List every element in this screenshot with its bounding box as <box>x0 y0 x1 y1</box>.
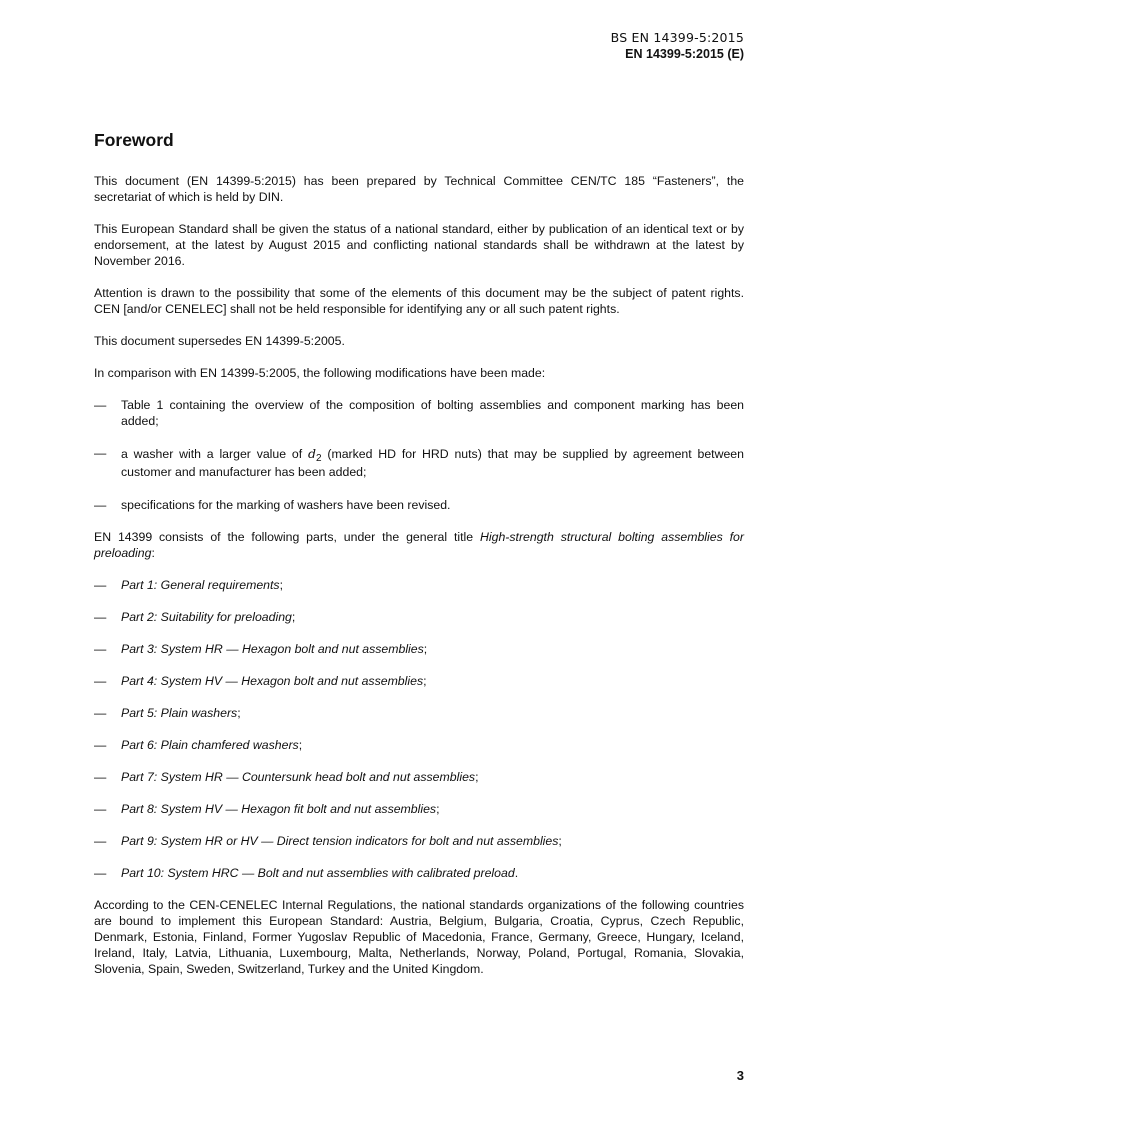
paragraph-patent-rights: Attention is drawn to the possibility that some of the elements of this document may be the subject of patent rights. CEN [and/or CENELEC] shall not be held responsible for identifying any or all such patent rights. <box>94 286 744 316</box>
en-reference: EN 14399-5:2015 (E) <box>625 47 744 61</box>
dash-bullet: — <box>94 498 107 512</box>
modification-item <box>94 497 744 513</box>
general-title: High-strength structural bolting assemblies for preloading <box>94 530 744 560</box>
document-header <box>611 30 744 62</box>
part-title: Part 5: Plain washers <box>121 706 238 720</box>
paragraph-parts-intro <box>94 529 744 561</box>
paragraph-supersedes: This document supersedes EN 14399-5:2005. <box>94 334 345 348</box>
d2-symbol <box>307 446 322 464</box>
part-item <box>94 577 744 593</box>
dash-bullet: — <box>94 802 107 816</box>
dash-bullet: — <box>94 642 107 656</box>
parts-intro-suffix: : <box>151 546 155 560</box>
paragraph-status: This European Standard shall be given the status of a national standard, either by publication of an identical text or by endorsement, at the latest by August 2015 and conflicting national standards shall be withdrawn at the latest by November 2016. <box>94 222 744 268</box>
document-page <box>94 0 744 1122</box>
part-title: Part 8: System HV — Hexagon fit bolt and nut assemblies <box>121 802 437 816</box>
part-item <box>94 865 744 881</box>
part-title: Part 6: Plain chamfered washers <box>121 738 299 752</box>
part-punctuation: . <box>514 866 519 880</box>
part-title: Part 1: General requirements <box>121 578 280 592</box>
dash-bullet: — <box>94 738 107 752</box>
modification-text <box>121 445 744 481</box>
section-heading: Foreword <box>94 130 174 150</box>
part-item <box>94 833 744 849</box>
dash-bullet: — <box>94 578 107 592</box>
part-title: Part 2: Suitability for preloading <box>121 610 292 624</box>
part-punctuation: ; <box>423 674 427 688</box>
part-item <box>94 673 744 689</box>
part-punctuation: ; <box>423 642 428 656</box>
part-item <box>94 801 744 817</box>
part-punctuation: ; <box>279 578 283 592</box>
part-punctuation: ; <box>558 834 562 848</box>
part-punctuation: ; <box>237 706 241 720</box>
bs-reference: BS EN 14399-5:2015 <box>610 30 744 45</box>
foreword-body <box>94 173 744 993</box>
dash-bullet: — <box>94 610 107 624</box>
modification-text-after: (marked HD for HRD nuts) that may be supplied by agreement between customer and manufacturer has been added; <box>121 447 744 479</box>
part-punctuation: ; <box>298 738 303 752</box>
dash-bullet: — <box>94 398 107 412</box>
part-item <box>94 705 744 721</box>
dash-bullet: — <box>94 834 107 848</box>
page-number: 3 <box>736 1068 744 1083</box>
part-item <box>94 737 744 753</box>
dash-bullet: — <box>94 706 107 720</box>
part-title: Part 4: System HV — Hexagon bolt and nut assemblies <box>121 674 424 688</box>
modification-text-before: a washer with a larger value of <box>121 447 308 461</box>
modification-text: Table 1 containing the overview of the composition of bolting assemblies and component marking has been added; <box>121 398 744 428</box>
part-title: Part 3: System HR — Hexagon bolt and nut assemblies <box>121 642 424 656</box>
modification-item <box>94 445 744 481</box>
part-punctuation: ; <box>291 610 296 624</box>
part-punctuation: ; <box>436 802 440 816</box>
symbol-subscript: 2 <box>315 453 322 464</box>
parts-list <box>94 577 744 881</box>
modification-text: specifications for the marking of washers have been revised. <box>121 498 451 512</box>
part-item <box>94 609 744 625</box>
part-punctuation: ; <box>475 770 479 784</box>
part-title: Part 9: System HR or HV — Direct tension indicators for bolt and nut assemblies <box>121 834 559 848</box>
part-item <box>94 769 744 785</box>
modification-item <box>94 397 744 429</box>
paragraph-prepared-by: This document (EN 14399-5:2015) has been prepared by Technical Committee CEN/TC 185 “Fasteners”, the secretariat of which is held by DIN. <box>94 174 744 204</box>
paragraph-cen-cenelec-countries: According to the CEN-CENELEC Internal Regulations, the national standards organizations of the following countries are bound to implement this European Standard: Austria, Belgium, Bulgaria, Croatia, Cyprus, Czech Republic, Denmark, Estonia, Finland, Former Yugoslav Republic of Macedonia, France, Germany, Greece, Hungary, Iceland, Ireland, Italy, Latvia, Lithuania, Luxembourg, Malta, Netherlands, Norway, Poland, Portugal, Romania, Slovakia, Slovenia, Spain, Sweden, Switzerland, Turkey and the United Kingdom. <box>94 898 744 976</box>
part-item <box>94 641 744 657</box>
parts-intro-prefix: EN 14399 consists of the following parts, under the general title <box>94 530 480 544</box>
dash-bullet: — <box>94 770 107 784</box>
part-title: Part 7: System HR — Countersunk head bolt and nut assemblies <box>121 770 476 784</box>
symbol-letter: d <box>307 446 316 461</box>
paragraph-modifications-intro: In comparison with EN 14399-5:2005, the following modifications have been made: <box>94 366 546 380</box>
dash-bullet: — <box>94 866 107 880</box>
part-title: Part 10: System HRC — Bolt and nut assemblies with calibrated preload <box>121 866 515 880</box>
dash-bullet: — <box>94 674 107 688</box>
dash-bullet: — <box>94 446 107 460</box>
